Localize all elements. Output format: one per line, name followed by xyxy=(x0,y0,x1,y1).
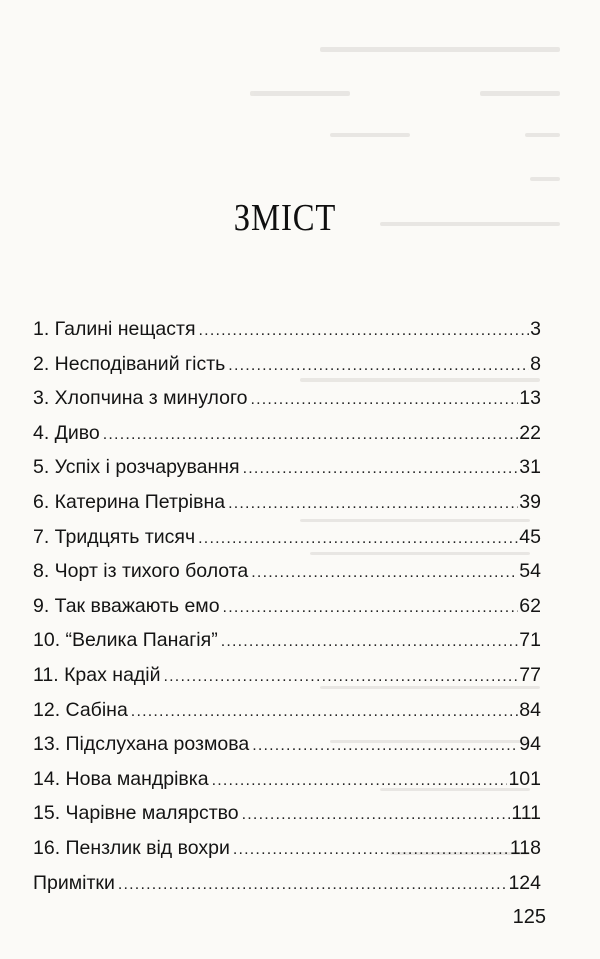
toc-entry-label: 8. Чорт із тихого болота xyxy=(33,560,249,583)
toc-entry-label: 4. Диво xyxy=(33,421,100,444)
dot-leader xyxy=(228,487,518,522)
toc-entry-page: 118 xyxy=(509,836,541,859)
toc-entry-label: 13. Підслухана розмова xyxy=(33,733,250,756)
toc-entry[interactable] xyxy=(33,831,541,866)
toc-entry[interactable] xyxy=(33,589,541,624)
toc-entry-page: 13 xyxy=(519,387,541,410)
toc-entry-page: 22 xyxy=(519,421,541,444)
dot-leader xyxy=(251,556,518,591)
toc-title: ЗМІСТ xyxy=(233,197,337,239)
toc-entry[interactable] xyxy=(33,381,541,416)
toc-entry-label: 2. Несподіваний гість xyxy=(33,352,226,375)
table-of-contents xyxy=(33,312,541,900)
toc-entry-page: 8 xyxy=(530,352,541,375)
toc-entry-page: 94 xyxy=(519,733,541,756)
toc-entry-label: Примітки xyxy=(33,871,115,894)
toc-entry[interactable] xyxy=(33,416,541,451)
toc-entry-page: 62 xyxy=(519,594,541,617)
dot-leader xyxy=(251,383,519,418)
toc-entry[interactable] xyxy=(33,693,541,728)
toc-entry[interactable] xyxy=(33,554,541,589)
dot-leader xyxy=(252,729,518,764)
dot-leader xyxy=(221,625,519,660)
toc-entry[interactable] xyxy=(33,796,541,831)
toc-entry-label: 12. Сабіна xyxy=(33,698,128,721)
toc-entry-label: 10. “Велика Панагія” xyxy=(33,629,218,652)
toc-entry-label: 7. Тридцять тисяч xyxy=(33,525,196,548)
toc-entry[interactable] xyxy=(33,658,541,693)
toc-entry[interactable] xyxy=(33,347,541,382)
toc-entry-label: 11. Крах надій xyxy=(33,663,161,686)
toc-entry-page: 54 xyxy=(519,560,541,583)
toc-entry[interactable] xyxy=(33,485,541,520)
dot-leader xyxy=(199,314,530,349)
dot-leader xyxy=(242,798,511,833)
dot-leader xyxy=(103,418,519,453)
toc-entry-page: 111 xyxy=(511,802,541,825)
dot-leader xyxy=(233,833,509,868)
dot-leader xyxy=(164,660,519,695)
toc-entry-label: 15. Чарівне малярство xyxy=(33,802,239,825)
toc-entry-label: 14. Нова мандрівка xyxy=(33,767,209,790)
toc-entry-page: 31 xyxy=(519,456,541,479)
toc-entry[interactable] xyxy=(33,762,541,797)
toc-entry-page: 101 xyxy=(508,767,541,790)
toc-entry-page: 45 xyxy=(519,525,541,548)
toc-entry-label: 1. Галині нещастя xyxy=(33,318,196,340)
toc-entry[interactable] xyxy=(33,520,541,555)
toc-entry-label: 6. Катерина Петрівна xyxy=(33,490,226,513)
toc-entry-label: 3. Хлопчина з минулого xyxy=(33,387,248,410)
dot-leader xyxy=(243,452,519,487)
toc-entry-page: 3 xyxy=(530,318,541,340)
toc-entry[interactable] xyxy=(33,312,541,347)
toc-entry[interactable] xyxy=(33,727,541,762)
toc-entry-label: 16. Пензлик від вохри xyxy=(33,836,230,859)
toc-entry-page: 124 xyxy=(508,871,541,894)
toc-entry-label: 5. Успіх і розчарування xyxy=(33,456,240,479)
toc-entry[interactable] xyxy=(33,450,541,485)
dot-leader xyxy=(212,764,508,799)
toc-entry-page: 84 xyxy=(519,698,541,721)
dot-leader xyxy=(228,349,529,384)
toc-entry-page: 39 xyxy=(519,490,541,513)
toc-entry[interactable] xyxy=(33,866,541,901)
toc-entry[interactable] xyxy=(33,623,541,658)
dot-leader xyxy=(198,522,518,557)
toc-entry-label: 9. Так вважають емо xyxy=(33,594,220,617)
page-number: 125 xyxy=(512,906,546,928)
toc-entry-page: 77 xyxy=(519,663,541,686)
dot-leader xyxy=(131,695,519,730)
dot-leader xyxy=(223,591,519,626)
dot-leader xyxy=(118,868,508,903)
toc-entry-page: 71 xyxy=(519,629,541,652)
